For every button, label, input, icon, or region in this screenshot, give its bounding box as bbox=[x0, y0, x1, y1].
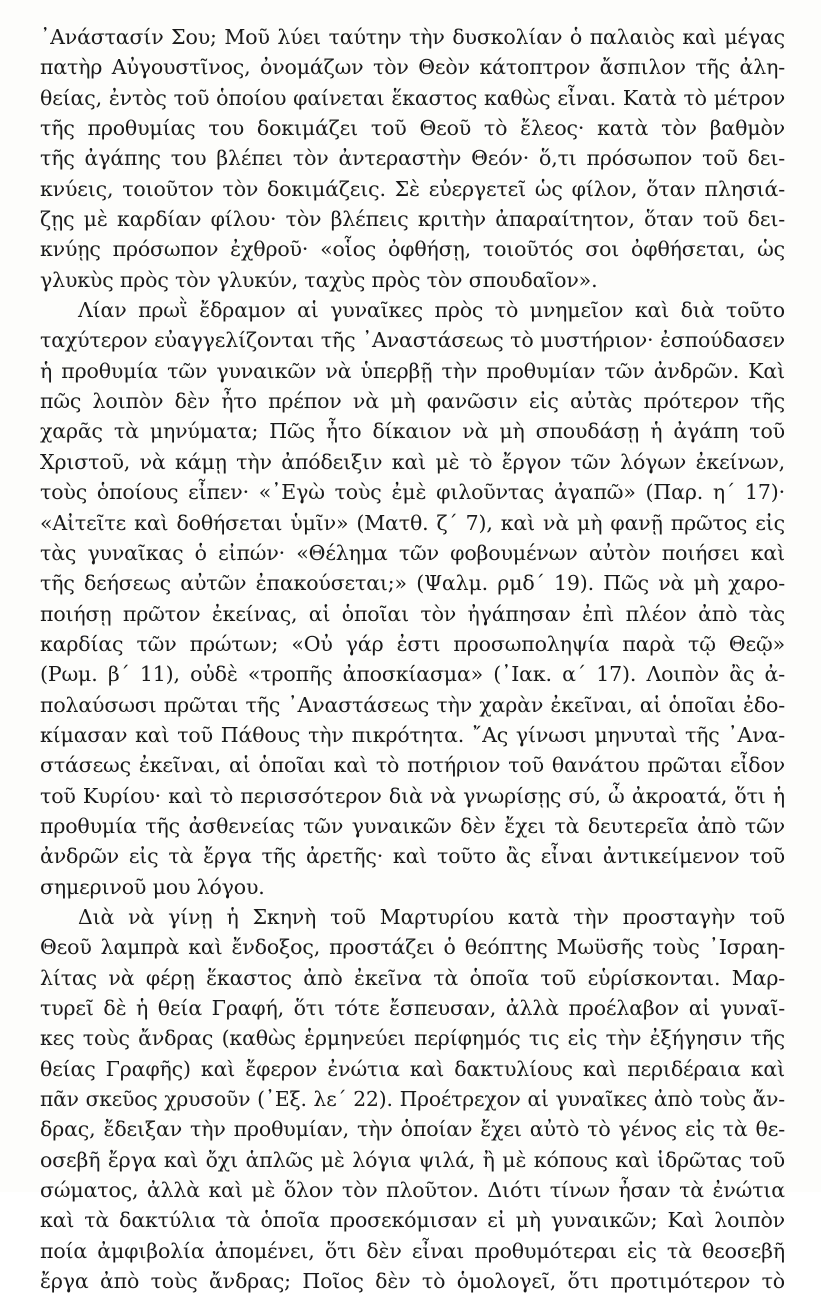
text-line: ταχύτερον εὐαγγελίζονται τῆς ᾿Αναστάσεως τὸ μυστήριον· ἐσπούδασεν bbox=[40, 328, 785, 353]
text-line: κνύῃς πρόσωπον ἐχθροῦ· «οἷος ὀφθήσῃ, τοιοῦτός σοι ὀφθήσεται, ὡς bbox=[40, 237, 785, 262]
text-line: γλυκὺς πρὸς τὸν γλυκύν, ταχὺς πρὸς τὸν σπουδαῖον». bbox=[40, 267, 598, 292]
text-line: πολαύσωσι πρῶται τῆς ᾿Αναστάσεως τὴν χαρὰν ἐκεῖναι, αἱ ὁποῖαι ἐδο- bbox=[40, 692, 785, 717]
text-line: ζῃς μὲ καρδίαν φίλου· τὸν βλέπεις κριτὴν ἀπαραίτητον, ὅταν τοῦ δει- bbox=[40, 207, 785, 232]
text-line: θείας Γραφῆς) καὶ ἔφερον ἐνώτια καὶ δακτυλίους καὶ περιδέραια καὶ bbox=[40, 1056, 785, 1081]
text-line: Λίαν πρωῒ ἔδραμον αἱ γυναῖκες πρὸς τὸ μνημεῖον καὶ διὰ τοῦτο bbox=[78, 298, 785, 323]
text-line: στάσεως ἐκεῖναι, αἱ ὁποῖαι καὶ τὸ ποτήριον τοῦ θανάτου πρῶται εἶδον bbox=[40, 753, 785, 778]
text-line: τῆς δεήσεως αὐτῶν ἐπακούσεται;» (Ψαλμ. ρμδ΄ 19). Πῶς νὰ μὴ χαρο- bbox=[40, 571, 785, 596]
text-line: πατὴρ Αὐγουστῖνος, ὀνομάζων τὸν Θεὸν κάτοπτρον ἄσπιλον τῆς ἀλη- bbox=[40, 55, 785, 80]
text-line: τυρεῖ δὲ ἡ θεία Γραφή, ὅτι τότε ἔσπευσαν, ἀλλὰ προέλαβον αἱ γυναῖ- bbox=[40, 996, 785, 1020]
text-line: κνύεις, τοιοῦτον τὸν δοκιμάζεις. Σὲ εὐεργετεῖ ὡς φίλον, ὅταν πλησιά- bbox=[40, 176, 785, 201]
text-line: Θεοῦ λαμπρὰ καὶ ἔνδοξος, προστάζει ὁ θεόπτης Μωϋσῆς τοὺς ᾿Ισραη- bbox=[40, 935, 785, 960]
text-line: τοῦ Κυρίου· καὶ τὸ περισσότερον διὰ νὰ γνωρίσῃς σύ, ὦ ἀκροατά, ὅτι ἡ bbox=[40, 783, 785, 808]
text-line: τῆς ἀγάπης του βλέπει τὸν ἀντεραστὴν Θεόν· ὅ,τι πρόσωπον τοῦ δει- bbox=[40, 146, 785, 171]
text-line: προθυμία τῆς ἀσθενείας τῶν γυναικῶν δὲν ἔχει τὰ δευτερεῖα ἀπὸ τῶν bbox=[40, 813, 785, 838]
text-line: κίμασαν καὶ τοῦ Πάθους τὴν πικρότητα. ῎Ας γίνωσι μηνυταὶ τῆς ᾿Ανα- bbox=[40, 722, 785, 747]
text-line: δρας, ἔδειξαν τὴν προθυμίαν, τὴν ὁποίαν ἔχει αὐτὸ τὸ γένος εἰς τὰ θε- bbox=[40, 1117, 785, 1142]
text-line: καρδίας τῶν πρώτων; «Οὐ γάρ ἐστι προσωποληψία παρὰ τῷ Θεῷ» bbox=[40, 631, 785, 656]
text-line: καὶ τὰ δακτύλια τὰ ὁποῖα προσεκόμισαν εἰ μὴ γυναικῶν; Καὶ λοιπὸν bbox=[40, 1208, 785, 1233]
text-line: Χριστοῦ, νὰ κάμῃ τὴν ἀπόδειξιν καὶ μὲ τὸ ἔργον τῶν λόγων ἐκείνων, bbox=[40, 449, 785, 474]
text-line: πῶς λοιπὸν δὲν ἦτο πρέπον νὰ μὴ φανῶσιν εἰς αὐτὰς πρότερον τῆς bbox=[40, 389, 785, 414]
text-line: σώματος, ἀλλὰ καὶ μὲ ὅλον τὸν πλοῦτον. Διότι τίνων ἦσαν τὰ ἐνώτια bbox=[40, 1178, 785, 1203]
body-text bbox=[40, 22, 785, 1296]
text-line: (Ρωμ. β΄ 11), οὐδὲ «τροπῆς ἀποσκίασμα» (᾿Ιακ. α΄ 17). Λοιπὸν ἂς ἀ- bbox=[40, 662, 785, 687]
text-line: ἔργα ἀπὸ τοὺς ἄνδρας; Ποῖος δὲν τὸ ὁμολογεῖ, ὅτι προτιμότερον τὸ bbox=[40, 1269, 785, 1294]
text-line: πᾶν σκεῦος χρυσοῦν (᾿Εξ. λε΄ 22). Προέτρεχον αἱ γυναῖκες ἀπὸ τοὺς ἄν- bbox=[40, 1087, 785, 1112]
text-line: τὰς γυναῖκας ὁ εἰπών· «Θέλημα τῶν φοβουμένων αὐτὸν ποιήσει καὶ bbox=[40, 540, 785, 565]
text-line: «Αἰτεῖτε καὶ δοθήσεται ὑμῖν» (Ματθ. ζ΄ 7), καὶ νὰ μὴ φανῇ πρῶτος εἰς bbox=[40, 510, 785, 535]
text-line: σημερινοῦ μου λόγου. bbox=[40, 874, 265, 899]
text-line: ἀνδρῶν εἰς τὰ ἔργα τῆς ἀρετῆς· καὶ τοῦτο ἂς εἶναι ἀντικείμενον τοῦ bbox=[40, 844, 785, 869]
text-line: ποία ἀμφιβολία ἀπομένει, ὅτι δὲν εἶναι προθυμότεραι εἰς τὰ θεοσεβῆ bbox=[40, 1238, 785, 1263]
text-line: τῆς προθυμίας του δοκιμάζει τοῦ Θεοῦ τὸ ἔλεος· κατὰ τὸν βαθμὸν bbox=[40, 116, 785, 141]
text-line: χαρᾶς τὰ μηνύματα; Πῶς ἦτο δίκαιον νὰ μὴ σπουδάσῃ ἡ ἀγάπη τοῦ bbox=[40, 419, 785, 444]
text-line: ᾿Ανάστασίν Σου; Μοῦ λύει ταύτην τὴν δυσκολίαν ὁ παλαιὸς καὶ μέγας bbox=[40, 25, 785, 49]
text-line: κες τοὺς ἄνδρας (καθὼς ἑρμηνεύει περίφημός τις εἰς τὴν ἐξήγησιν τῆς bbox=[40, 1026, 785, 1051]
text-line: θείας, ἐντὸς τοῦ ὁποίου φαίνεται ἕκαστος καθὼς εἶναι. Κατὰ τὸ μέτρον bbox=[40, 85, 785, 110]
text-line: ποιήσῃ πρῶτον ἐκείνας, αἱ ὁποῖαι τὸν ἠγάπησαν ἐπὶ πλέον ἀπὸ τὰς bbox=[40, 601, 785, 626]
text-line: ἡ προθυμία τῶν γυναικῶν νὰ ὑπερβῇ τὴν προθυμίαν τῶν ἀνδρῶν. Καὶ bbox=[40, 358, 785, 383]
text-line: τοὺς ὁποίους εἶπεν· «᾿Εγὼ τοὺς ἐμὲ φιλοῦντας ἀγαπῶ» (Παρ. η΄ 17)· bbox=[40, 480, 785, 505]
text-line: λίτας νὰ φέρῃ ἕκαστος ἀπὸ ἐκεῖνα τὰ ὁποῖα τοῦ εὑρίσκονται. Μαρ- bbox=[40, 965, 785, 990]
text-line: Διὰ νὰ γίνῃ ἡ Σκηνὴ τοῦ Μαρτυρίου κατὰ τὴν προσταγὴν τοῦ bbox=[78, 904, 785, 929]
text-line: οσεβῆ ἔργα καὶ ὄχι ἁπλῶς μὲ λόγια ψιλά, ἢ μὲ κόπους καὶ ἱδρῶτας τοῦ bbox=[40, 1147, 785, 1172]
